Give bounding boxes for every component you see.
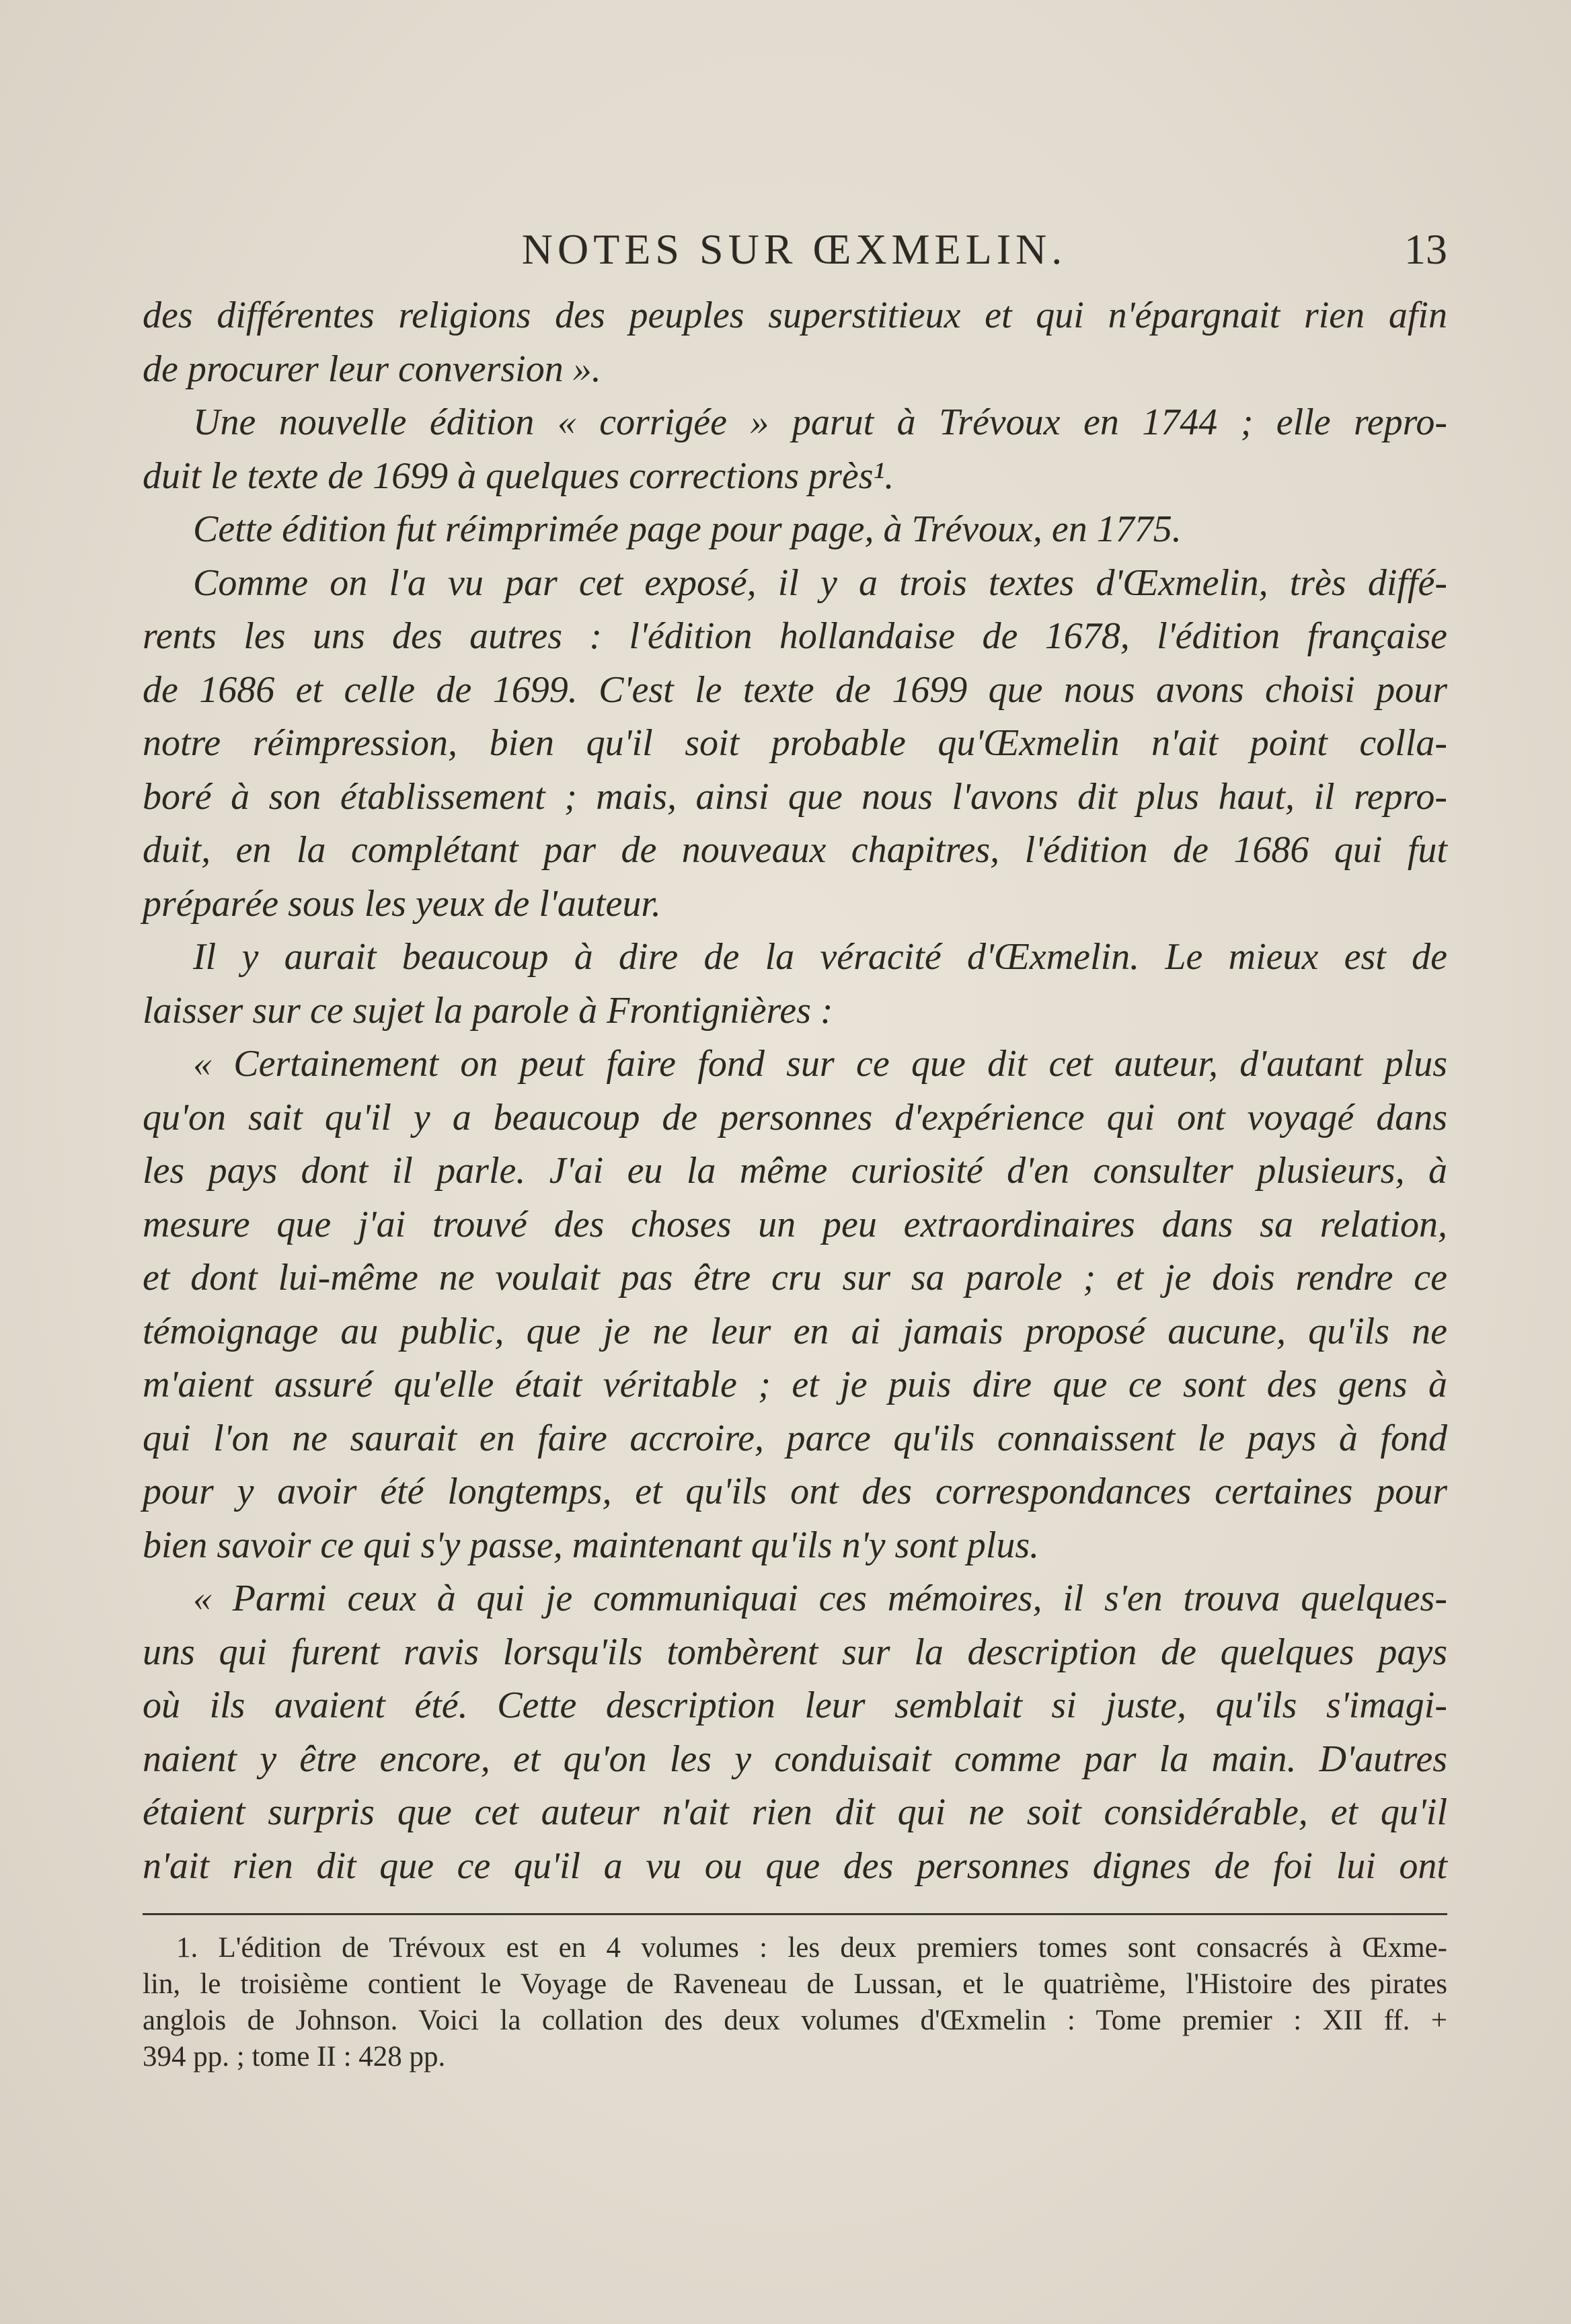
page-number: 13 [1404, 225, 1447, 273]
text-line: duit le texte de 1699 à quelques corrections près¹. [143, 455, 894, 497]
text-line: de procurer leur conversion ». [143, 348, 601, 390]
text-line: Cette édition fut réimprimée page pour page, à Trévoux, en 1775. [193, 508, 1182, 550]
footnote-line: 1. L'édition de Trévoux est en 4 volumes : les deux premiers tomes sont consacrés à Œxme- [176, 1932, 1447, 1964]
text-line: boré à son établissement ; mais, ainsi que nous l'avons dit plus haut, il repro- [143, 775, 1447, 818]
text-line: bien savoir ce qui s'y passe, maintenant qu'ils n'y sont plus. [143, 1524, 1040, 1566]
text-line: notre réimpression, bien qu'il soit probable qu'Œxmelin n'ait point colla- [143, 722, 1447, 764]
text-line: où ils avaient été. Cette description leur semblait si juste, qu'ils s'imagi- [143, 1684, 1447, 1726]
footnote-line: anglois de Johnson. Voici la collation des deux volumes d'Œxmelin : Tome premier : XII ff. + [143, 2005, 1447, 2036]
text-line: des différentes religions des peuples superstitieux et qui n'épargnait rien afin [143, 295, 1447, 336]
text-line: de 1686 et celle de 1699. C'est le texte de 1699 que nous avons choisi pour [143, 668, 1447, 711]
text-line: n'ait rien dit que ce qu'il a vu ou que des personnes dignes de foi lui ont [143, 1845, 1447, 1887]
running-title: NOTES SUR ŒXMELIN. [521, 225, 1067, 273]
text-line: et dont lui-même ne voulait pas être cru sur sa parole ; et je dois rendre ce [143, 1257, 1447, 1299]
text-line: témoignage au public, que je ne leur en ai jamais proposé aucune, qu'ils ne [143, 1310, 1447, 1352]
text-line: « Certainement on peut faire fond sur ce que dit cet auteur, d'autant plus [193, 1043, 1447, 1085]
running-head [141, 222, 1447, 282]
body-text [143, 289, 1447, 1893]
text-line: laisser sur ce sujet la parole à Frontignières : [143, 989, 833, 1032]
text-line: uns qui furent ravis lorsqu'ils tombèrent sur la description de quelques pays [143, 1631, 1447, 1673]
text-line: préparée sous les yeux de l'auteur. [143, 882, 661, 925]
text-line: naient y être encore, et qu'on les y conduisait comme par la main. D'autres [143, 1738, 1447, 1780]
footnote-line: lin, le troisième contient le Voyage de Raveneau de Lussan, et le quatrième, l'Histoire des pirates [143, 1968, 1447, 2000]
text-line: Il y aurait beaucoup à dire de la véracité d'Œxmelin. Le mieux est de [193, 936, 1447, 978]
footnote [143, 1930, 1447, 2075]
text-line: mesure que j'ai trouvé des choses un peu extraordinaires dans sa relation, [143, 1203, 1447, 1245]
text-line: « Parmi ceux à qui je communiquai ces mémoires, il s'en trouva quelques- [193, 1578, 1447, 1619]
text-line: Une nouvelle édition « corrigée » parut à Trévoux en 1744 ; elle repro- [193, 401, 1447, 443]
text-line: Comme on l'a vu par cet exposé, il y a trois textes d'Œxmelin, très diffé- [193, 561, 1447, 604]
text-line: duit, en la complétant par de nouveaux chapitres, l'édition de 1686 qui fut [143, 829, 1447, 871]
text-line: rents les uns des autres : l'édition hollandaise de 1678, l'édition française [143, 615, 1447, 657]
text-line: qu'on sait qu'il y a beaucoup de personnes d'expérience qui ont voyagé dans [143, 1096, 1447, 1138]
text-line: étaient surpris que cet auteur n'ait rien dit qui ne soit considérable, et qu'il [143, 1791, 1447, 1833]
text-line: qui l'on ne saurait en faire accroire, parce qu'ils connaissent le pays à fond [143, 1417, 1447, 1459]
text-line: pour y avoir été longtemps, et qu'ils ont des correspondances certaines pour [143, 1471, 1447, 1512]
text-line: les pays dont il parle. J'ai eu la même curiosité d'en consulter plusieurs, à [143, 1150, 1447, 1192]
footnote-divider [143, 1913, 1447, 1915]
footnote-line: 394 pp. ; tome II : 428 pp. [143, 2041, 446, 2073]
text-line: m'aient assuré qu'elle était véritable ; et je puis dire que ce sont des gens à [143, 1364, 1447, 1405]
